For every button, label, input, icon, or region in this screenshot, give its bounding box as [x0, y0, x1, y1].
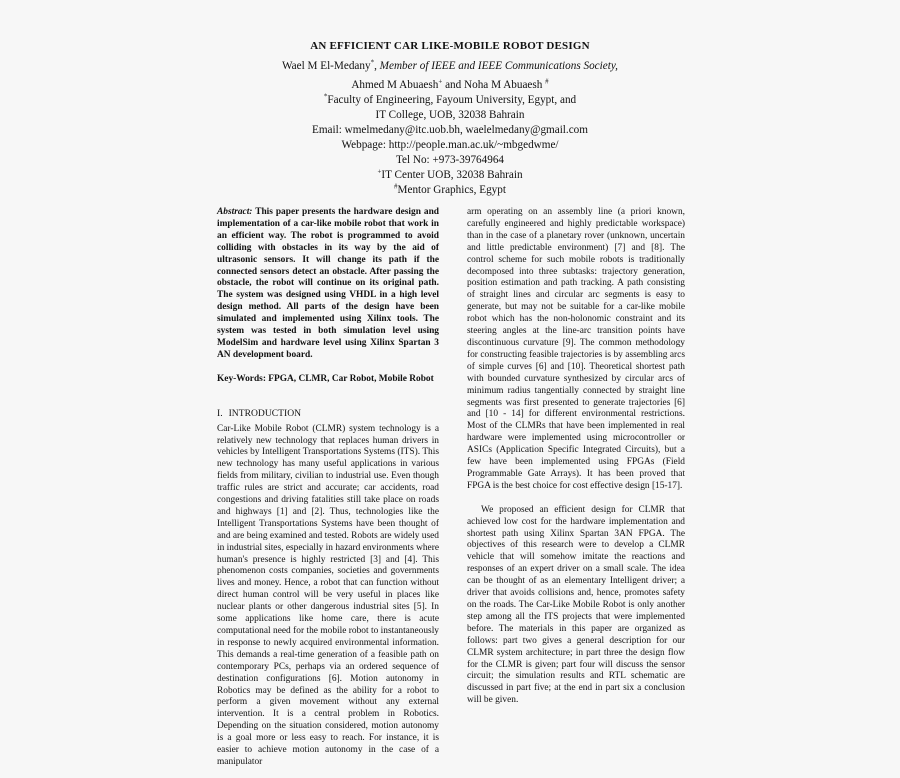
affiliation-mark: #	[545, 77, 549, 86]
author-line-2	[0, 78, 900, 93]
affiliation-line-4	[0, 183, 900, 198]
abstract-label: Abstract:	[217, 207, 253, 217]
author-name-1: Wael M El-Medany	[282, 60, 371, 72]
keywords: Key-Words: FPGA, CLMR, Car Robot, Mobile Robot	[217, 373, 434, 384]
paper-title: AN EFFICIENT CAR LIKE-MOBILE ROBOT DESIGN	[310, 40, 590, 52]
affiliation-mark: *	[323, 92, 328, 101]
body-paragraph-2: We proposed an efficient design for CLMR that achieved low cost for the hardware implementation and shortest path using Xilinx Spartan 3AN FPGA. The objectives of this research were to develop a CLMR vehicle that will somehow imitate the reactions and responses of an expert driver on a small scale. The idea can be thought of as an elementary Intelligent driver; a driver that avoids collisions and, hence, promotes safety on the roads. The Car-Like Mobile Robot is only another step among all the ITS projects that were implemented before. The materials in this paper are organized as follows: part two gives a general description for our CLMR system architecture; in part three the design flow for the CLMR is given; part four will discuss the sensor circuit; the simulation results and RTL schematic are discussed in part five; at the end in part six a conclusion will be given.	[467, 504, 685, 706]
author-block	[0, 59, 900, 198]
intro-paragraph: Car-Like Mobile Robot (CLMR) system technology is a relatively new technology that replaces human drivers in vehicles by Intelligent Transportations Systems (ITS). This new technology has many useful applications in various fields from military, civilian to industrial use. Even though traffic rules are strict and accurate; car accidents, road congestions and driving fatalities still take place on roads and highways [1] and [2]. Thus, technologies like the Intelligent Transportations Systems have been thought of and are being examined and tested. Robots are widely used in industrial sites, especially in hazard environments where human's presence is highly restricted [3] and [4]. This phenomenon costs companies, societies and governments lives and money. Hence, a robot that can function without direct human control will be very useful in places like nuclear plants or other dangerous industrial sites [5]. In some applications like home care, there is acute computational need for the mobile robot to instantaneously in response to newly acquired environmental information. This demands a real-time generation of a feasible path on contemporary PCs, perhaps via an ordered sequence of destination configurations [6]. Motion autonomy in Robotics may be defined as the ability for a robot to perform a given movement without any external intervention. It is a central problem in Robotics. Depending on the situation considered, motion autonomy is a goal more or less easy to reach. For instance, it is easier to achieve motion autonomy in the case of a manipulator	[217, 423, 439, 767]
author-line-1	[0, 59, 900, 74]
affiliation-mark: #	[394, 182, 398, 191]
author-name-3: and Noha M Abuaesh	[442, 79, 546, 91]
affiliation-mark: *	[370, 58, 375, 67]
affiliation-mark: +	[377, 167, 382, 176]
body-paragraph-1: arm operating on an assembly line (a priori known, carefully engineered and highly predictable workspace) than in the case of a planetary rover (unknown, uncertain and little predictable environment) [7] and [8]. The control scheme for such mobile robots is traditionally decomposed into three subtasks: trajectory generation, position estimation and path tracking. A path consisting of straight lines and circular arc segments is easy to generate, but may not be suitable for a car-like mobile robot which has the non-holonomic constraint and its steering angles at the line-arc transition points have discontinuous curvature [9]. The common methodology for constructing feasible trajectories is by assembling arcs of simple curves [6] and [10]. Theoretical shortest path with bounded curvature synthesized by circular arcs of minimum radius tangentially connected by straight line segments was first presented to generate trajectories [6] and [10 - 14] for different environmental restrictions. Most of the CLMRs that have been implemented in real hardware were implemented using microcontroller or ASICs (Application Specific Integrated Circuits), but a few have been implemented using FPGAs (Field Programmable Gate Arrays). It has been proved that FPGA is the best choice for cost effective design [15-17].	[467, 207, 685, 491]
affiliation-mark: +	[438, 77, 443, 86]
abstract-text: This paper presents the hardware design and implementation of a car-like mobile robot that work in an efficient way. The robot is programmed to avoid colliding with obstacles in its way by the aid of ultrasonic sensors. It will change its path if the connected sensors detect an obstacle. After passing the obstacle, the robot will continue on its original path. The system was designed using VHDL in a high level design method. All parts of the design have been simulated and implemented using Xilinx tools. The system was tested in both simulation level using ModelSim and hardware level using Xilinx Spartan 3 AN development board.	[217, 207, 439, 360]
webpage-line: Webpage: http://people.man.ac.uk/~mbgedwme/	[341, 139, 559, 151]
author-role: Member of IEEE and IEEE Communications Society,	[379, 60, 618, 72]
right-column	[467, 207, 685, 707]
affiliation-text: IT Center UOB, 32038 Bahrain	[381, 169, 523, 181]
affiliation-line-1	[0, 93, 900, 108]
tel-line: Tel No: +973-39764964	[395, 154, 505, 166]
left-column	[217, 207, 439, 769]
affiliation-text: Mentor Graphics, Egypt	[397, 184, 506, 196]
separator: ,	[374, 60, 380, 72]
abstract	[217, 207, 439, 362]
email-line: Email: wmelmedany@itc.uob.bh, waelelmedany@gmail.com	[312, 124, 588, 136]
section-heading-introduction	[217, 408, 439, 420]
section-title: INTRODUCTION	[228, 407, 302, 419]
author-name-2: Ahmed M Abuaesh	[351, 79, 439, 91]
affiliation-line-3	[0, 168, 900, 183]
affiliation-line-2: IT College, UOB, 32038 Bahrain	[375, 109, 525, 121]
affiliation-text: Faculty of Engineering, Fayoum University, Egypt, and	[327, 94, 577, 106]
section-number: I.	[217, 407, 223, 419]
